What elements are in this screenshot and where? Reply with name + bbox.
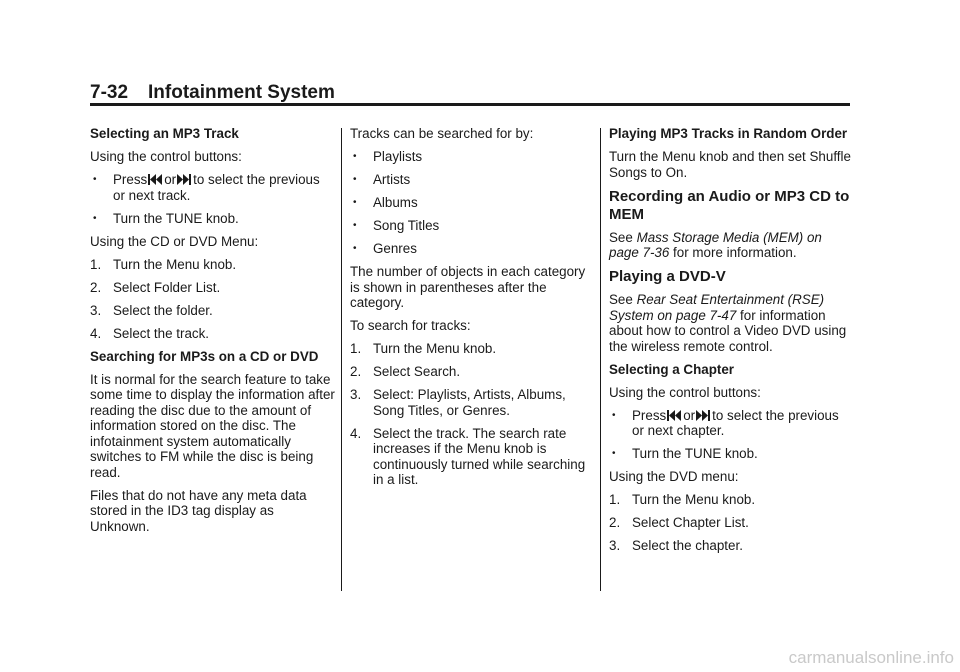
reference-mem: Mass Storage Media (MEM) on page 7-36 [609, 229, 822, 260]
bullet-marker: • [93, 212, 97, 224]
bullet-marker: • [353, 174, 357, 185]
step-item: 1. Turn the Menu knob. [350, 341, 497, 356]
column-3 [609, 126, 854, 561]
using-dvd-menu: Using the DVD menu: [609, 469, 739, 484]
column-1 [90, 126, 335, 542]
bullet-marker: • [353, 151, 357, 162]
page-header [90, 82, 850, 104]
bullet-category: • Playlists [353, 149, 423, 164]
bullet-marker: • [353, 197, 357, 208]
to-search-tracks: To search for tracks: [350, 318, 471, 333]
step-item: 1. Turn the Menu knob. [90, 256, 237, 272]
bullet-category: • Albums [353, 195, 418, 210]
step-item: 3. Select: Playlists, Artists, Albums, Song Titles, or Genres. [350, 387, 566, 418]
bullet-marker: • [612, 448, 616, 459]
step-item: 1. Turn the Menu knob. [609, 492, 756, 507]
bullet-press-seek: • Press or to select the previous or next track. [93, 172, 320, 203]
paragraph-unknown-files: Files that do not have any meta data stored in the ID3 tag display as Unknown. [90, 487, 307, 534]
bullet-marker: • [353, 243, 357, 254]
paragraph-search-time: It is normal for the search feature to take some time to display the information after reading the disc due to the amount of information stored on the disc. The infotainment system automatically switches to FM while the disc is being read. [90, 371, 335, 480]
using-control-buttons: Using the control buttons: [609, 384, 761, 400]
using-cd-dvd-menu: Using the CD or DVD Menu: [90, 233, 259, 249]
seek-next-icon [696, 410, 710, 421]
column-divider-2 [600, 128, 601, 591]
bullet-category: • Song Titles [353, 218, 440, 233]
heading-recording-mem: Recording an Audio or MP3 CD to MEM [609, 187, 850, 223]
subheading-random-order: Playing MP3 Tracks in Random Order [609, 126, 848, 141]
paragraph-object-count: The number of objects in each category is shown in parentheses after the category. [350, 264, 586, 310]
using-control-buttons: Using the control buttons: [90, 149, 242, 164]
paragraph-shuffle: Turn the Menu knob and then set Shuffle Songs to On. [609, 149, 851, 180]
bullet-marker: • [612, 409, 616, 421]
reference-rse: Rear Seat Entertainment (RSE) System on page 7-47 [609, 292, 825, 323]
seek-previous-icon [148, 174, 162, 185]
paragraph-see-mem: See Mass Storage Media (MEM) on page 7-36 for more information. [609, 229, 822, 260]
step-item: 2. Select Search. [350, 364, 461, 379]
column-2 [350, 126, 595, 495]
step-item: 2. Select Folder List. [90, 279, 221, 295]
step-item: 3. Select the folder. [90, 302, 213, 318]
subheading-searching-mp3: Searching for MP3s on a CD or DVD [90, 348, 319, 364]
paragraph-see-rse: See Rear Seat Entertainment (RSE) System on page 7-47 for information about how to control a Video DVD using the wireless remote control. [609, 292, 847, 354]
step-item: 4. Select the track. [90, 325, 210, 341]
seek-next-icon [177, 174, 191, 185]
bullet-press-seek: • Press or to select the previous or next chapter. [612, 407, 839, 438]
step-item: 4. Select the track. The search rate increases if the Menu knob is continuously turned while searching in a list. [350, 425, 586, 487]
column-divider-1 [341, 128, 342, 591]
section-title: Infotainment System [148, 82, 335, 103]
subheading-selecting-chapter: Selecting a Chapter [609, 361, 735, 377]
search-intro: Tracks can be searched for by: [350, 126, 534, 141]
header-rule [90, 103, 850, 106]
step-item: 2. Select Chapter List. [609, 515, 749, 530]
step-item: 3. Select the chapter. [609, 538, 743, 553]
page-number: 7-32 [90, 82, 129, 103]
bullet-category: • Artists [353, 172, 411, 187]
header-text [90, 82, 850, 104]
bullet-tune-knob: • Turn the TUNE knob. [93, 210, 239, 226]
bullet-marker: • [93, 174, 97, 185]
seek-previous-icon [667, 410, 681, 421]
bullet-category: • Genres [353, 241, 417, 256]
bullet-marker: • [353, 220, 357, 231]
subheading-selecting-mp3: Selecting an MP3 Track [90, 126, 239, 141]
bullet-tune-knob: • Turn the TUNE knob. [612, 446, 758, 461]
watermark[interactable]: carmanualsonline.info [788, 648, 954, 667]
heading-playing-dvd-v: Playing a DVD-V [609, 268, 726, 285]
